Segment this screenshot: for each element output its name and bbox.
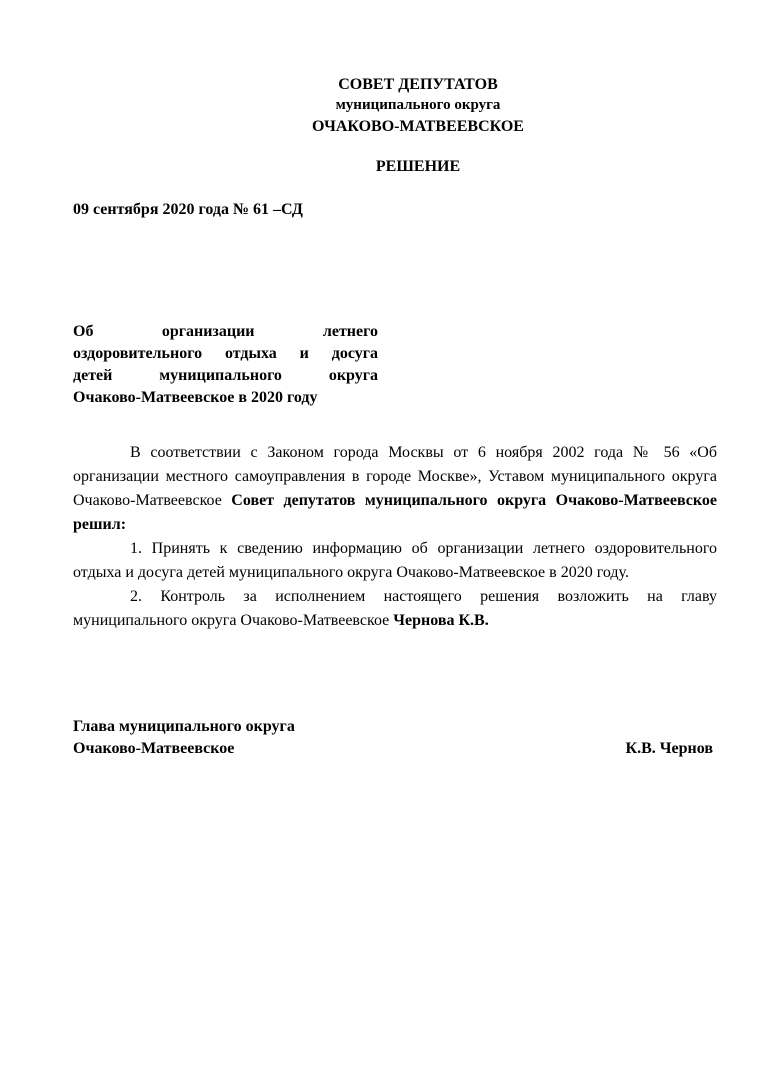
subject-line: оздоровительного отдыха и досуга [73,345,378,362]
signature-row [73,738,713,760]
district-name: ОЧАКОВО-МАТВЕЕВСКОЕ [312,118,524,135]
signatory-name: К.В. Чернов [625,740,713,757]
subject-line: Об организации летнего [73,323,378,340]
preamble-paragraph [73,441,717,537]
subject-line: Очаково-Матвеевское в 2020 году [73,389,318,406]
item-2-paragraph [73,585,717,633]
signature-block [73,716,713,760]
signatory-title-line2: Очаково-Матвеевское [73,740,235,757]
council-name: СОВЕТ ДЕПУТАТОВ [338,76,498,93]
signatory-title-line1: Глава муниципального округа [73,718,295,735]
item-2-text: 2. Контроль за исполнением настоящего решения возложить на главу муниципального округа Очаково-Матвеевское [73,588,717,629]
decision-body [73,441,717,633]
decision-title: РЕШЕНИЕ [375,158,461,175]
preamble-resolution: Совет депутатов муниципального округа Очаково-Матвеевское решил: [73,492,717,533]
document-header [0,74,763,137]
item-2-person: Чернова К.В. [393,612,489,629]
decision-subject [73,321,378,409]
subject-line: детей муниципального округа [73,367,378,384]
district-label: муниципального округа [335,97,501,113]
item-1-paragraph: 1. Принять к сведению информацию об организации летнего оздоровительного отдыха и досуга детей муниципального округа Очаково-Матвеевское в 2020 году. [73,540,717,581]
preamble-text: В соответствии с Законом города Москвы от 6 ноября 2002 года № 56 «Об организации местного самоуправления в городе Москве», Уставом муниципального округа Очаково-Матвеевское [73,444,717,509]
decision-date-number: 09 сентября 2020 года № 61 –СД [73,201,303,218]
